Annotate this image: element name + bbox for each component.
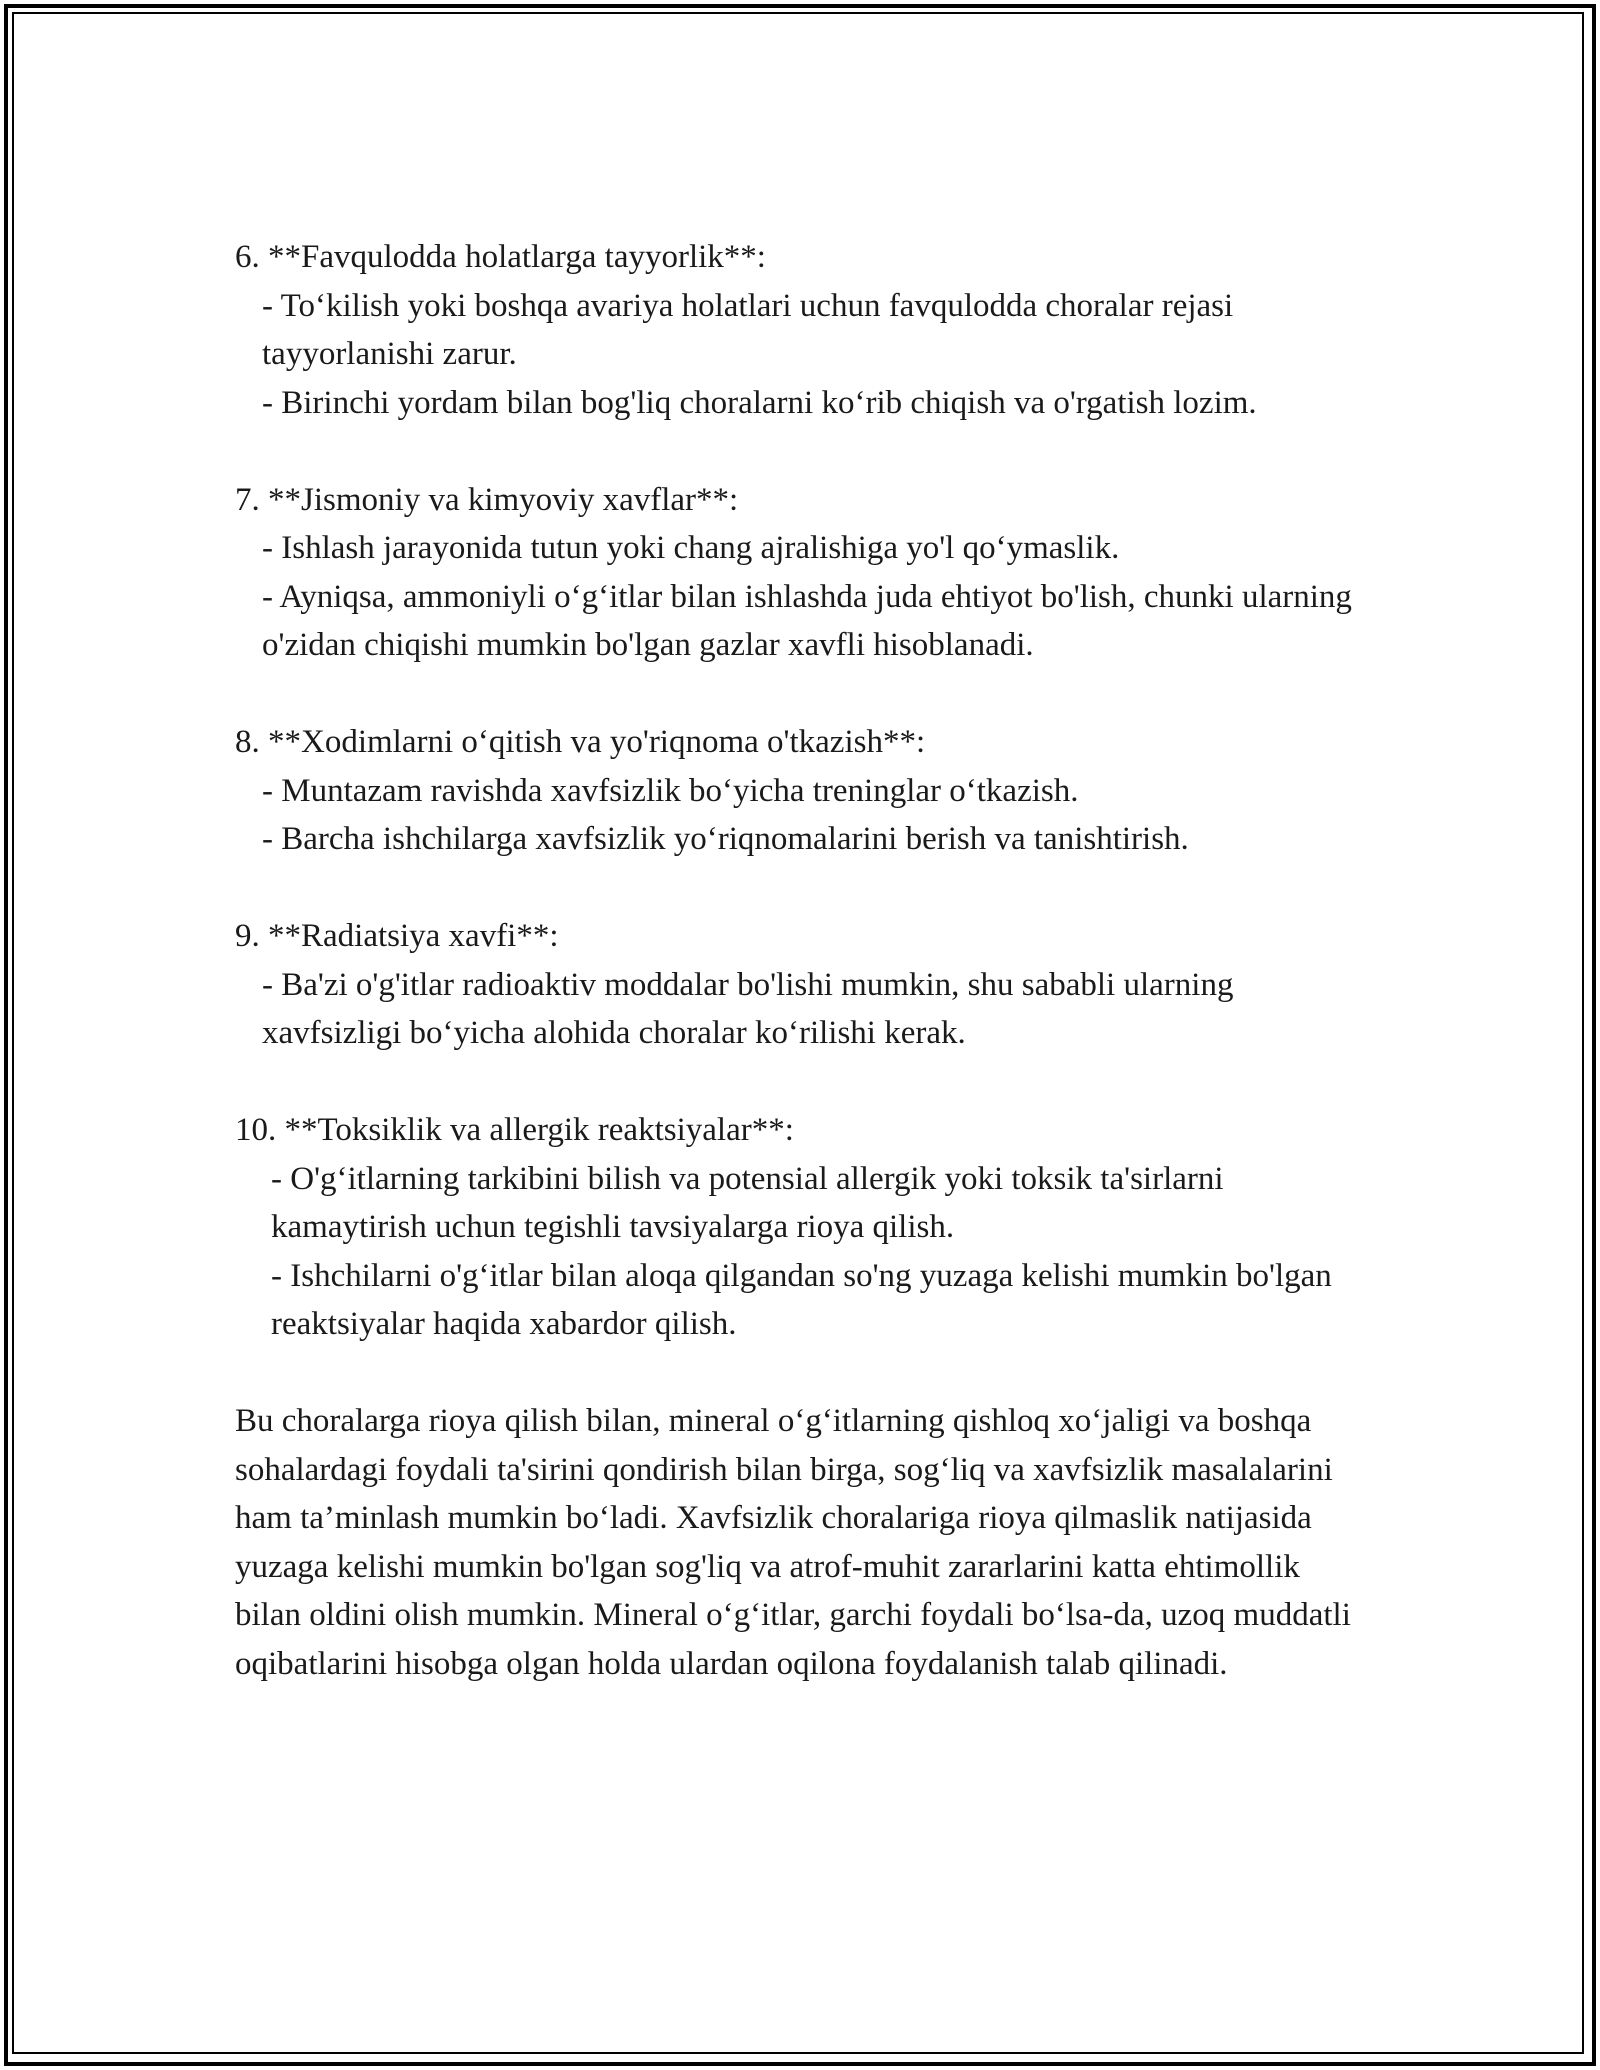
conclusion-paragraph: Bu choralarga rioya qilish bilan, mineral o‘g‘itlarning qishloq xo‘jaligi va boshqa sohalardagi foydali ta'sirini qondirish bilan birga, sog‘liq va xavfsizlik masalalarini ham ta’minlash mumkin bo‘ladi. Xavfsizlik choralariga rioya qilmaslik natijasida yuzaga kelishi mumkin bo'lgan sog'liq va atrof-muhit zararlarini katta ehtimollik bilan oldini olish mumkin. Mineral o‘g‘itlar, garchi foydali bo‘lsa-da, uzoq muddatli oqibatlarini hisobga olgan holda ulardan oqilona foydalanish talab qilinadi.: [235, 1403, 1360, 1682]
bullet-item: - Muntazam ravishda xavfsizlik bo‘yicha treninglar o‘tkazish.: [262, 772, 1079, 809]
bullet-item: - To‘kilish yoki boshqa avariya holatlari uchun favqulodda choralar rejasi tayyorlanishi zarur.: [262, 287, 1234, 372]
section-7: [235, 476, 1365, 670]
bullet-item: - O'g‘itlarning tarkibini bilish va potensial allergik yoki toksik ta'sirlarni kamaytirish uchun tegishli tavsiyalarga rioya qilish.: [271, 1160, 1224, 1245]
bullet-item: - Ayniqsa, ammoniyli o‘g‘itlar bilan ishlashda juda ehtiyot bo'lish, chunki ularning o'zidan chiqishi mumkin bo'lgan gazlar xavfli hisoblanadi.: [262, 578, 1352, 663]
bullet-item: - Barcha ishchilarga xavfsizlik yo‘riqnomalarini berish va tanishtirish.: [262, 821, 1189, 857]
document-body: [235, 233, 1365, 1688]
section-title: 6. **Favqulodda holatlarga tayyorlik**:: [235, 239, 766, 275]
section-title: 8. **Xodimlarni o‘qitish va yo'riqnoma o'tkazish**:: [235, 724, 926, 760]
section-10: [235, 1106, 1365, 1349]
bullet-item: - Ba'zi o'g'itlar radioaktiv moddalar bo'lishi mumkin, shu sababli ularning xavfsizligi bo‘yicha alohida choralar ko‘rilishi kerak.: [262, 966, 1234, 1051]
section-6: [235, 233, 1365, 427]
section-9: [235, 912, 1365, 1058]
bullet-item: - Ishchilarni o'g‘itlar bilan aloqa qilgandan so'ng yuzaga kelishi mumkin bo'lgan reaktsiyalar haqida xabardor qilish.: [271, 1257, 1332, 1342]
section-title: 7. **Jismoniy va kimyoviy xavflar**:: [235, 481, 739, 518]
bullet-item: - Ishlash jarayonida tutun yoki chang ajralishiga yo'l qo‘ymaslik.: [262, 530, 1120, 566]
section-8: [235, 718, 1365, 864]
bullet-item: - Birinchi yordam bilan bog'liq choralarni ko‘rib chiqish va o'rgatish lozim.: [262, 384, 1257, 421]
section-title: 9. **Radiatsiya xavfi**:: [235, 918, 559, 954]
section-title: 10. **Toksiklik va allergik reaktsiyalar**:: [235, 1112, 794, 1148]
